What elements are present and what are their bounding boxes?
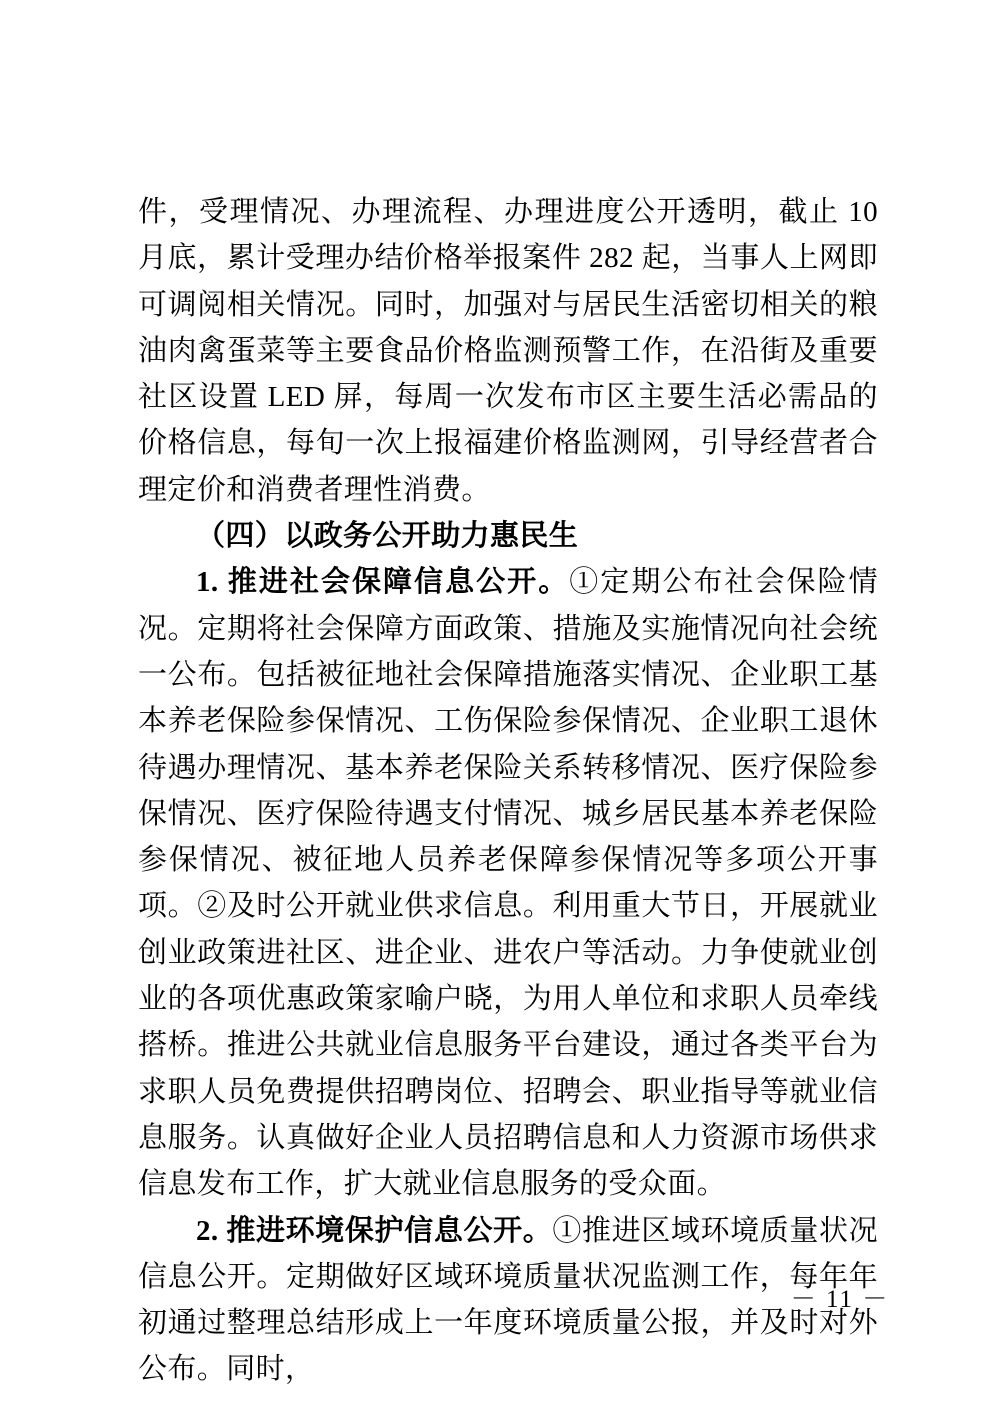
section-heading-benefit-livelihood: （四）以政务公开助力惠民生 (196, 520, 579, 553)
item-2-bold-title: 2. 推进环境保护信息公开。 (196, 1214, 553, 1247)
document-body (138, 189, 878, 1393)
paragraph-price-supervision: 件，受理情况、办理流程、办理进度公开透明，截止 10 月底，累计受理办结价格举报案件 282 起，当事人上网即可调阅相关情况。同时，加强对与居民生活密切相关的粮油肉禽蛋菜等主要食品价格监测预警工作，在沿街及重要社区设置 LED 屏，每周一次发布市区主要生活必需品的价格信息，每旬一次上报福建价格监测网，引导经营者合理定价和消费者理性消费。 (138, 196, 878, 506)
page-number: － 11 － (790, 1286, 890, 1313)
paragraph-social-security-info (138, 559, 878, 1207)
paragraph-environment-info (138, 1208, 878, 1393)
item-1-body-text: ①定期公布社会保险情况。定期将社会保障方面政策、措施及实施情况向社会统一公布。包括被征地社会保障措施落实情况、企业职工基本养老保险参保情况、工伤保险参保情况、企业职工退休待遇办理情况、基本养老保险关系转移情况、医疗保险参保情况、医疗保险待遇支付情况、城乡居民基本养老保险参保情况、被征地人员养老保障参保情况等多项公开事项。②及时公开就业供求信息。利用重大节日，开展就业创业政策进社区、进企业、进农户等活动。力争使就业创业的各项优惠政策家喻户晓，为用人单位和求职人员牵线搭桥。推进公共就业信息服务平台建设，通过各类平台为求职人员免费提供招聘岗位、招聘会、职业指导等就业信息服务。认真做好企业人员招聘信息和人力资源市场供求信息发布工作，扩大就业信息服务的受众面。 (138, 566, 878, 1201)
page-footer (770, 1283, 910, 1317)
item-2-body-text: ①推进区域环境质量状况信息公开。定期做好区域环境质量状况监测工作，每年年初通过整理总结形成上一年度环境质量公报，并及时对外公布。同时， (138, 1214, 878, 1386)
item-1-bold-title: 1. 推进社会保障信息公开。 (196, 566, 570, 599)
